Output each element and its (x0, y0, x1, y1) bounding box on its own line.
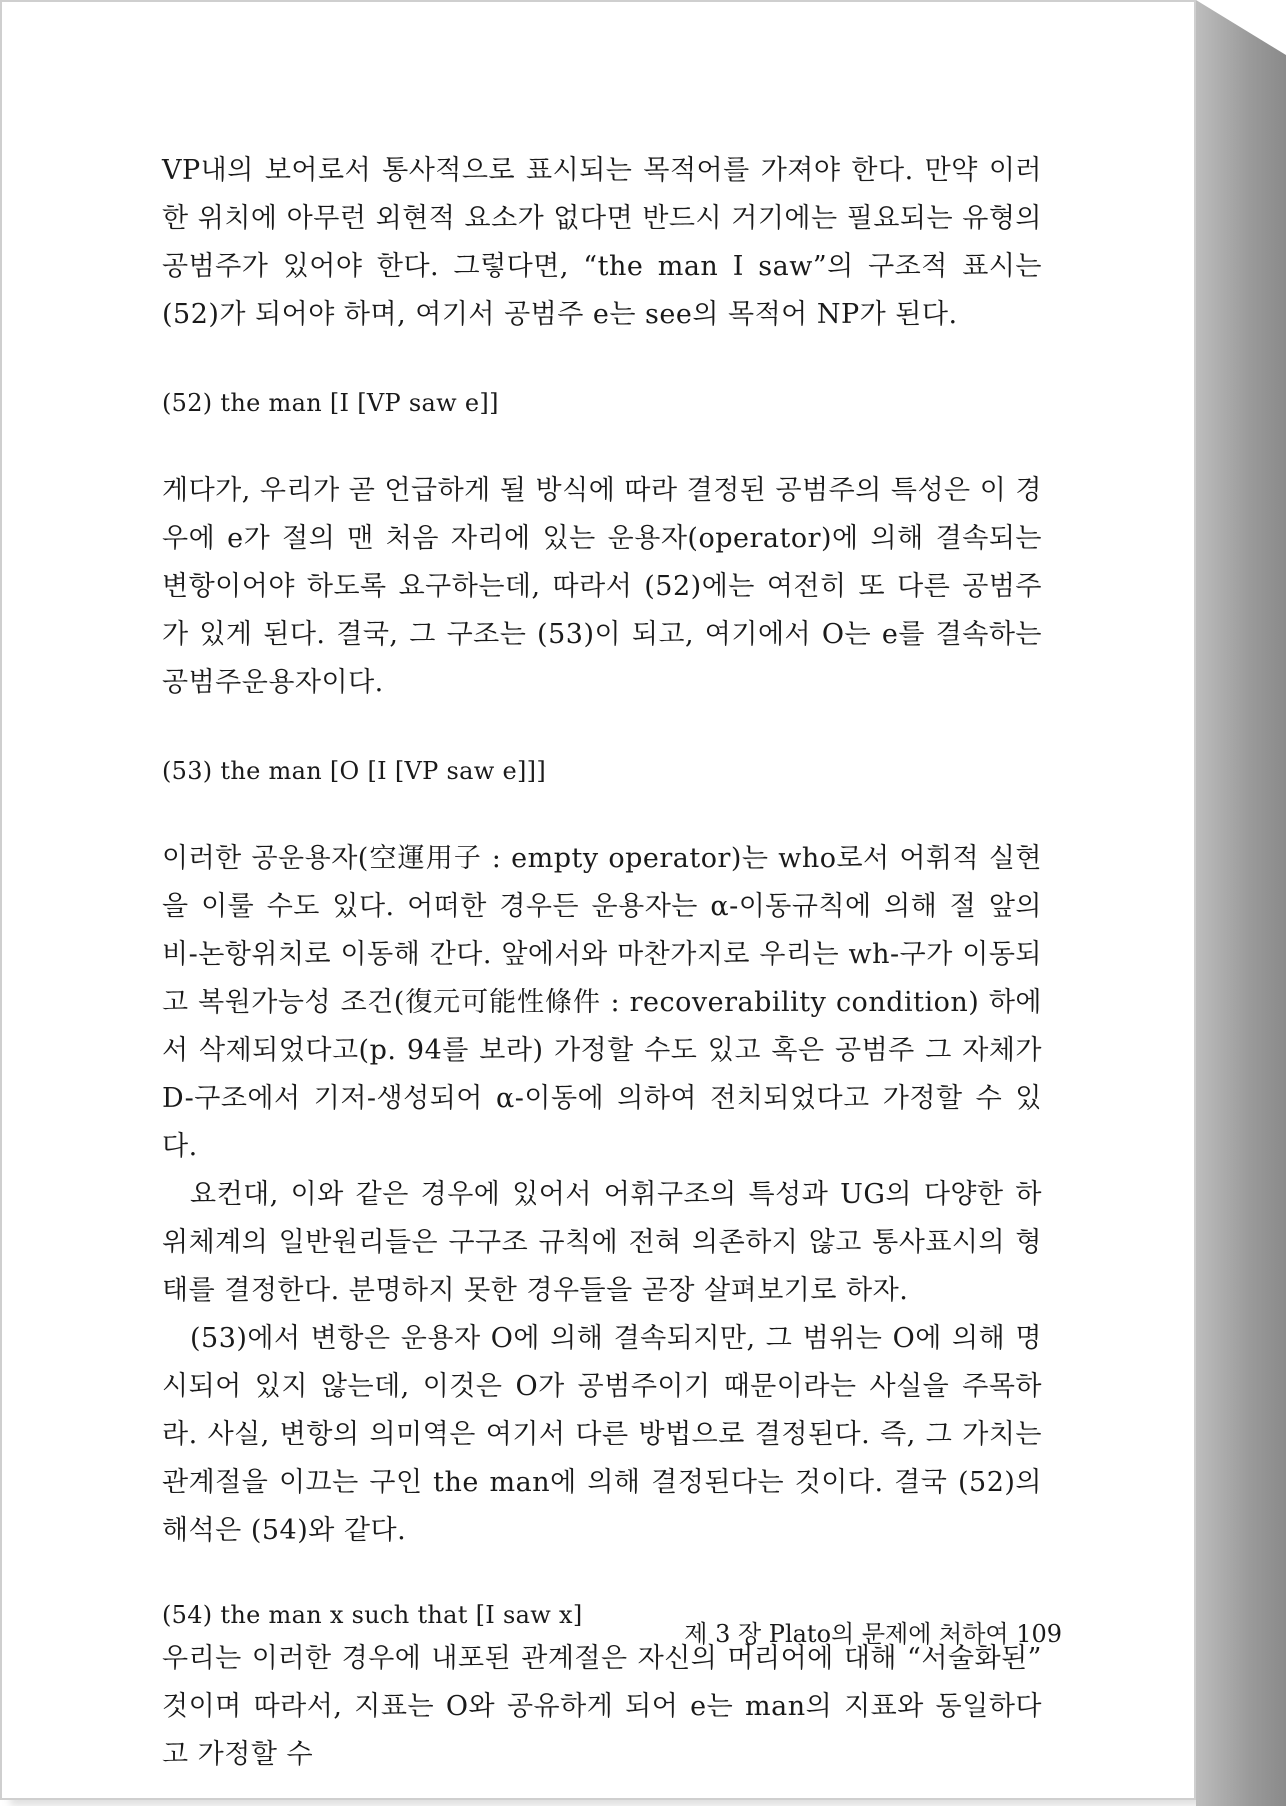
page-body (162, 147, 1042, 1779)
example-54: (54) the man x such that [I saw x] (162, 1601, 583, 1629)
example-53: (53) the man [O [I [VP saw e]]] (162, 757, 546, 785)
paragraph-5: (53)에서 변항은 운용자 O에 의해 결속되지만, 그 범위는 O에 의해 명시되어 있지 않는데, 이것은 O가 공범주이기 때문이라는 사실을 주목하라. 사실, 변항의 의미역은 여기서 다른 방법으로 결정된다. 즉, 그 가치는 관계절을 이끄는 구인 the man에 의해 결정된다는 것이다. 결국 (52)의 해석은 (54)와 같다. (162, 1323, 1042, 1546)
book-edge (1196, 0, 1286, 1806)
paragraph-4: 요컨대, 이와 같은 경우에 있어서 어휘구조의 특성과 UG의 다양한 하위체계의 일반원리들은 구구조 규칙에 전혀 의존하지 않고 통사표시의 형태를 결정한다. 분명하지 못한 경우들을 곧장 살펴보기로 하자. (162, 1179, 1042, 1306)
paragraph-6: 우리는 이러한 경우에 내포된 관계절은 자신의 머리어에 대해 “서술화된” 것이며 따라서, 지표는 O와 공유하게 되어 e는 man의 지표와 동일하다고 가정할 수 (162, 1643, 1042, 1770)
paragraph-1: VP내의 보어로서 통사적으로 표시되는 목적어를 가져야 한다. 만약 이러한 위치에 아무런 외현적 요소가 없다면 반드시 거기에는 필요되는 유형의 공범주가 있어야 한다. 그렇다면, “the man I saw”의 구조적 표시는 (52)가 되어야 하며, 여기서 공범주 e는 see의 목적어 NP가 된다. (162, 155, 1042, 330)
paragraph-2: 게다가, 우리가 곧 언급하게 될 방식에 따라 결정된 공범주의 특성은 이 경우에 e가 절의 맨 처음 자리에 있는 운용자(operator)에 의해 결속되는 변항이어야 하도록 요구하는데, 따라서 (52)에는 여전히 또 다른 공범주가 있게 된다. 결국, 그 구조는 (53)이 되고, 여기에서 O는 e를 결속하는 공범주운용자이다. (162, 475, 1042, 698)
paragraph-3: 이러한 공운용자(空運用子 : empty operator)는 who로서 어휘적 실현을 이룰 수도 있다. 어떠한 경우든 운용자는 α-이동규칙에 의해 절 앞의 비-논항위치로 이동해 간다. 앞에서와 마찬가지로 우리는 wh-구가 이동되고 복원가능성 조건(復元可能性條件 : recoverability condition) 하에서 삭제되었다고(p. 94를 보라) 가정할 수도 있고 혹은 공범주 그 자체가 D-구조에서 기저-생성되어 α-이동에 의하여 전치되었다고 가정할 수 있다. (162, 843, 1042, 1162)
running-head: 제 3 장 Plato의 문제에 처하여 109 (684, 1620, 1062, 1648)
example-52: (52) the man [I [VP saw e]] (162, 389, 499, 417)
